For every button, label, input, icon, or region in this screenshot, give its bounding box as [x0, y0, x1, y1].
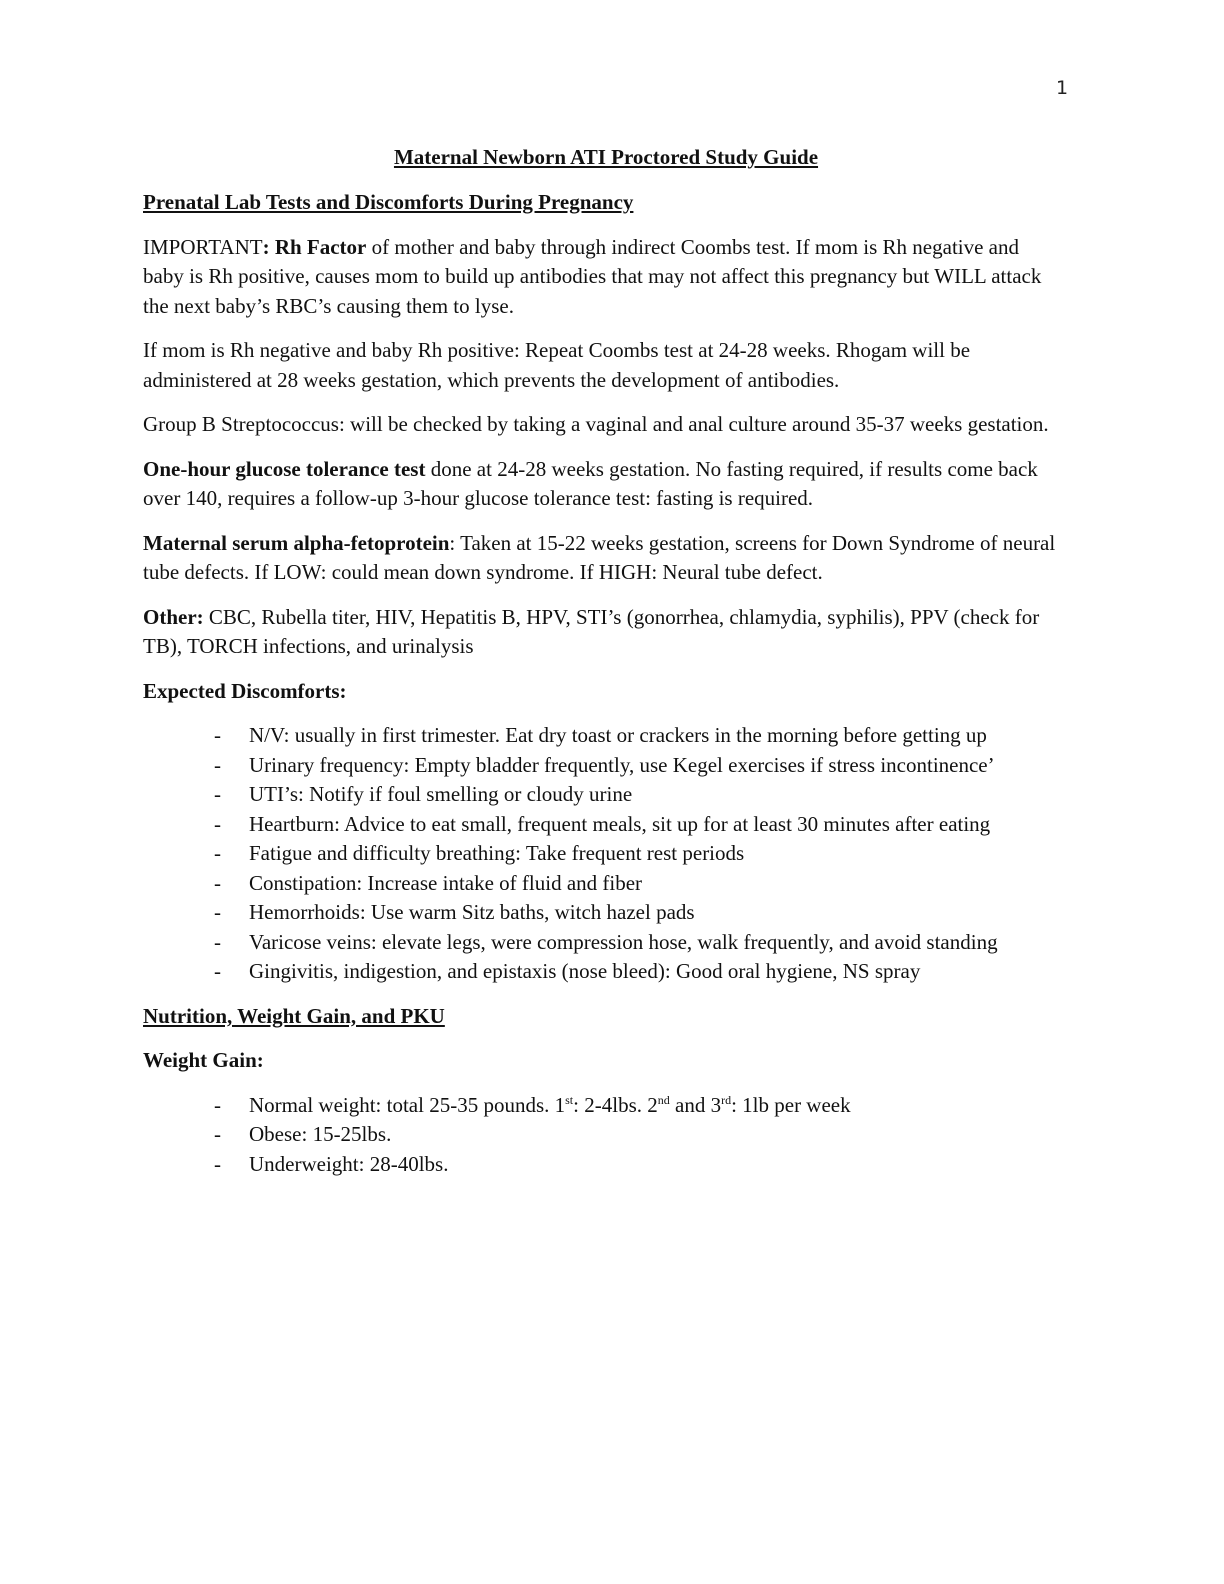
paragraph-afp: Maternal serum alpha-fetoprotein: Taken at 15-22 weeks gestation, screens for Down Syndrome of neural tube defects. If LOW: could mean down syndrome. If HIGH: Neural tube defect. — [143, 530, 1056, 584]
list-dash: - — [214, 1122, 221, 1146]
paragraph-other-tests: Other: CBC, Rubella titer, HIV, Hepatitis B, HPV, STI’s (gonorrhea, chlamydia, syphilis), PPV (check for TB), TORCH infections, and urinalysis — [143, 604, 1040, 658]
paragraph-glucose-test: One-hour glucose tolerance test done at 24-28 weeks gestation. No fasting required, if results come back over 140, requires a follow-up 3-hour glucose tolerance test: fasting is required. — [143, 456, 1038, 510]
term-afp: Maternal serum alpha-fetoprotein — [143, 530, 450, 555]
list-dash: - — [214, 782, 221, 806]
weight-gain-list — [143, 1091, 1063, 1180]
paragraph-rh-factor: IMPORTANT: Rh Factor of mother and baby through indirect Coombs test. If mom is Rh negative and baby is Rh positive, causes mom to build up antibodies that may not affect this pregnancy but WILL attack the next baby’s RBC’s causing them to lyse. — [143, 234, 1042, 318]
document-body — [143, 188, 1063, 1194]
list-dash: - — [214, 929, 221, 954]
list-item: - Normal weight: total 25-35 pounds. 1st: 2-4lbs. 2nd and 3rd: 1lb per week — [143, 1091, 1063, 1121]
discomforts-list — [143, 721, 1063, 987]
paragraph-rhogam: If mom is Rh negative and baby Rh positive: Repeat Coombs test at 24-28 weeks. Rhogam will be administered at 28 weeks gestation, which prevents the development of antibodies. — [143, 338, 971, 392]
list-item: - Varicose veins: elevate legs, were compression hose, walk frequently, and avoid standing — [143, 928, 1063, 958]
discomforts-heading: Expected Discomforts: — [143, 678, 347, 703]
term-other: Other: — [143, 604, 204, 629]
list-item: - Obese: 15-25lbs. — [143, 1120, 1063, 1150]
list-dash: - — [214, 870, 221, 895]
weight-gain-heading: Weight Gain: — [143, 1048, 264, 1072]
list-item: - Urinary frequency: Empty bladder frequently, use Kegel exercises if stress incontinence’ — [143, 751, 1063, 781]
list-dash: - — [214, 900, 221, 924]
page-number: 1 — [1056, 77, 1069, 99]
term-rh-factor: Rh Factor — [269, 234, 367, 259]
list-dash: - — [214, 1092, 221, 1117]
list-item: - UTI’s: Notify if foul smelling or cloudy urine — [143, 780, 1063, 810]
section-heading-nutrition: Nutrition, Weight Gain, and PKU — [143, 1003, 445, 1028]
paragraph-group-b-strep: Group B Streptococcus: will be checked by taking a vaginal and anal culture around 35-37 weeks gestation. — [143, 412, 1049, 436]
list-dash: - — [214, 811, 221, 836]
section-heading-prenatal: Prenatal Lab Tests and Discomforts During Pregnancy — [143, 190, 634, 214]
term-glucose-test: One-hour glucose tolerance test — [143, 456, 426, 481]
list-item: - Hemorrhoids: Use warm Sitz baths, witch hazel pads — [143, 898, 1063, 928]
list-item: - Constipation: Increase intake of fluid and fiber — [143, 869, 1063, 899]
list-item: - Fatigue and difficulty breathing: Take frequent rest periods — [143, 839, 1063, 869]
list-item: - Underweight: 28-40lbs. — [143, 1150, 1063, 1180]
document-title: Maternal Newborn ATI Proctored Study Guide — [393, 145, 819, 169]
list-item: - N/V: usually in first trimester. Eat dry toast or crackers in the morning before getting up — [143, 721, 1063, 751]
list-dash: - — [214, 959, 221, 983]
list-dash: - — [214, 752, 221, 777]
list-item: - Gingivitis, indigestion, and epistaxis (nose bleed): Good oral hygiene, NS spray — [143, 957, 1063, 987]
list-dash: - — [214, 723, 221, 747]
list-dash: - — [214, 1151, 221, 1176]
list-dash: - — [214, 841, 221, 865]
list-item: - Heartburn: Advice to eat small, frequent meals, sit up for at least 30 minutes after eating — [143, 810, 1063, 840]
